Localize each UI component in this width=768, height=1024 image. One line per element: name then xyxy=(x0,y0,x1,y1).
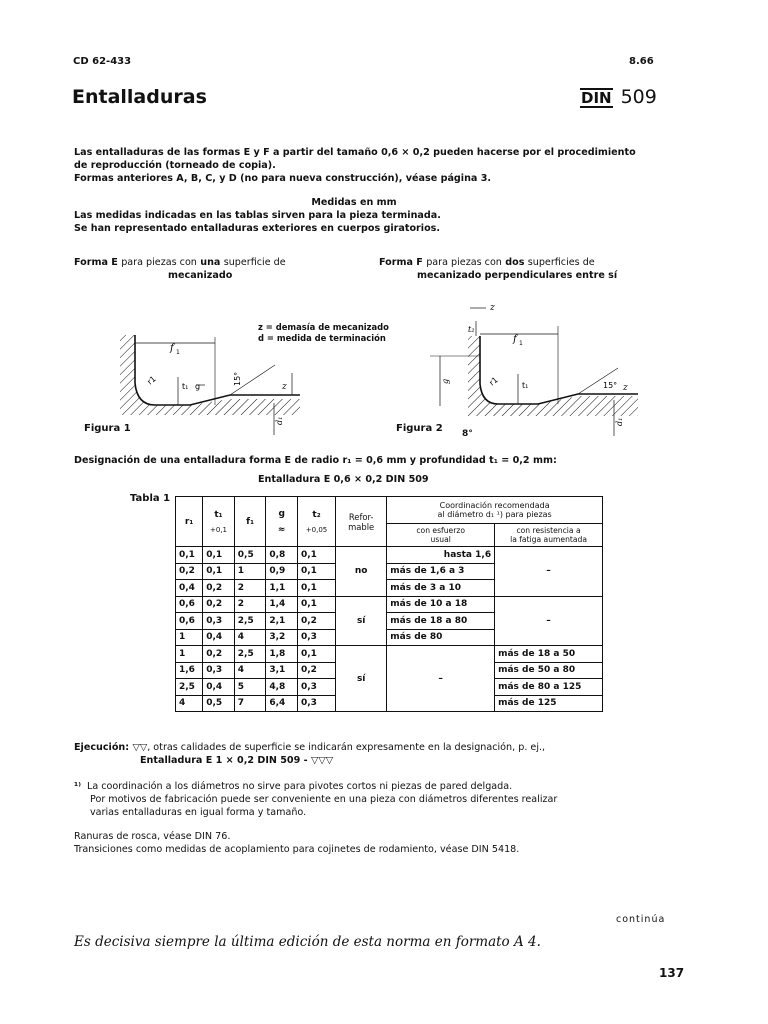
svg-text:t₁: t₁ xyxy=(182,382,189,391)
cell-g: 2,1 xyxy=(266,613,298,630)
page-number: 137 xyxy=(659,966,685,980)
cell-f1: 0,5 xyxy=(234,547,266,564)
cell-g: 0,9 xyxy=(266,563,298,580)
svg-text:1: 1 xyxy=(176,349,180,356)
cell-g: 0,8 xyxy=(266,547,298,564)
svg-text:z: z xyxy=(282,382,287,392)
form-f-label: Forma F xyxy=(379,257,423,268)
header-r1: r₁ xyxy=(176,497,203,547)
cell-stress: más de 3 a 10 xyxy=(387,580,495,597)
svg-text:r1: r1 xyxy=(487,375,500,388)
cell-t2: 0,2 xyxy=(297,662,335,679)
svg-text:z: z xyxy=(490,303,495,313)
cell-reformable: sí xyxy=(336,646,387,712)
cell-r1: 0,1 xyxy=(176,547,203,564)
form-f-line-2: mecanizado perpendiculares entre sí xyxy=(417,269,618,281)
header-t1-tol: +0,1 xyxy=(210,525,227,534)
cell-r1: 0,2 xyxy=(176,563,203,580)
cell-fatigue: más de 50 a 80 xyxy=(495,662,603,679)
standard-id xyxy=(580,86,657,108)
cell-stress: más de 10 a 18 xyxy=(387,596,495,613)
dimension-table xyxy=(175,496,603,712)
cell-t1: 0,3 xyxy=(203,613,235,630)
figure-1-drawing xyxy=(110,325,310,445)
header-t2-tol: +0,05 xyxy=(305,525,328,534)
cell-t1: 0,2 xyxy=(203,646,235,663)
form-f-text-2: superficies de xyxy=(527,257,595,268)
cell-f1: 2,5 xyxy=(234,646,266,663)
form-f-heading xyxy=(379,257,669,282)
header-g xyxy=(266,497,298,547)
legend-z: z = demasía de mecanizado xyxy=(258,322,389,332)
table-body xyxy=(176,547,603,712)
standard-prefix: DIN xyxy=(581,89,612,107)
intro-line-3: Formas anteriores A, B, C, y D (no para nueva construcción), véase página 3. xyxy=(74,173,492,184)
cell-fatigue: más de 18 a 50 xyxy=(495,646,603,663)
cell-f1: 2 xyxy=(234,596,266,613)
cell-r1: 0,6 xyxy=(176,596,203,613)
figure-2-caption: Figura 2 xyxy=(396,423,443,434)
cell-f1: 2,5 xyxy=(234,613,266,630)
header-t2 xyxy=(297,497,335,547)
cell-t2: 0,3 xyxy=(297,629,335,646)
cell-fatigue: más de 125 xyxy=(495,695,603,712)
cell-f1: 5 xyxy=(234,679,266,696)
reference-2: Transiciones como medidas de acoplamiento para cojinetes de rodamiento, véase DIN 5418. xyxy=(74,844,520,855)
header-fatigue: con resistencia a la fatiga aumentada xyxy=(495,524,603,547)
figure-2-drawing xyxy=(418,296,648,446)
measures-line-2: Se han representado entalladuras exteriores en cuerpos giratorios. xyxy=(74,223,441,234)
designation-text: Designación de una entalladura forma E de radio r₁ = 0,6 mm y profundidad t₁ = 0,2 mm: xyxy=(74,455,557,466)
svg-text:15°: 15° xyxy=(603,381,618,390)
form-e-line-2: mecanizado xyxy=(168,269,233,281)
cell-t2: 0,1 xyxy=(297,563,335,580)
cell-t2: 0,1 xyxy=(297,580,335,597)
cell-r1: 0,6 xyxy=(176,613,203,630)
cell-f1: 4 xyxy=(234,662,266,679)
execution-text: ▽▽, otras calidades de superficie se indicarán expresamente en la designación, p. ej., xyxy=(132,742,546,753)
svg-text:1: 1 xyxy=(519,340,523,347)
cell-t2: 0,3 xyxy=(297,695,335,712)
cell-stress: más de 1,6 a 3 xyxy=(387,563,495,580)
designation-example: Entalladura E 0,6 × 0,2 DIN 509 xyxy=(258,474,429,485)
svg-text:t₂: t₂ xyxy=(468,325,475,334)
cell-stress: más de 80 xyxy=(387,629,495,646)
cell-t1: 0,1 xyxy=(203,547,235,564)
intro-line-1: Las entalladuras de las formas E y F a partir del tamaño 0,6 × 0,2 pueden hacerse por el procedimiento xyxy=(74,147,636,158)
footnote-line-3: varias entalladuras en igual forma y tamaño. xyxy=(90,807,307,818)
cell-fatigue: más de 80 a 125 xyxy=(495,679,603,696)
svg-text:d₁: d₁ xyxy=(615,417,624,426)
header-t1 xyxy=(203,497,235,547)
cell-r1: 1 xyxy=(176,629,203,646)
cell-g: 3,1 xyxy=(266,662,298,679)
footnote-line-1: La coordinación a los diámetros no sirve para pivotes cortos ni piezas de pared delgada. xyxy=(86,781,513,792)
form-e-emph: una xyxy=(200,257,221,268)
header-f1: f₁ xyxy=(234,497,266,547)
cell-reformable: sí xyxy=(336,596,387,646)
cell-t1: 0,4 xyxy=(203,629,235,646)
form-f-emph: dos xyxy=(505,257,525,268)
figure-1-caption: Figura 1 xyxy=(84,423,131,434)
cell-reformable: no xyxy=(336,547,387,597)
page-title: Entalladuras xyxy=(72,86,207,108)
cell-g: 4,8 xyxy=(266,679,298,696)
svg-text:z: z xyxy=(623,383,628,393)
header-coordination: Coordinación recomendada al diámetro d₁ ¹) para piezas xyxy=(387,497,603,524)
cell-f1: 2 xyxy=(234,580,266,597)
continues-label: continúa xyxy=(616,914,666,925)
standard-number: 509 xyxy=(620,86,657,108)
form-e-label: Forma E xyxy=(74,257,118,268)
svg-text:t₁: t₁ xyxy=(522,381,529,390)
header-g-sym: ≈ xyxy=(277,524,286,535)
header-stress: con esfuerzo usual xyxy=(387,524,495,547)
cell-t2: 0,2 xyxy=(297,613,335,630)
decisive-edition-note: Es decisiva siempre la última edición de esta norma en formato A 4. xyxy=(74,934,541,950)
measures-heading: Medidas en mm xyxy=(311,197,397,208)
form-e-text-1: para piezas con xyxy=(121,257,197,268)
cell-stress: más de 18 a 80 xyxy=(387,613,495,630)
cell-t1: 0,4 xyxy=(203,679,235,696)
svg-text:f: f xyxy=(170,343,174,354)
table-caption: Tabla 1 xyxy=(130,493,171,504)
cell-fatigue-dash: – xyxy=(495,596,603,646)
svg-text:d₁: d₁ xyxy=(275,416,284,425)
table-row xyxy=(176,646,603,663)
measures-block xyxy=(74,196,694,235)
svg-text:f: f xyxy=(513,334,517,345)
footnote-mark: ¹⁾ xyxy=(74,781,81,792)
cell-t2: 0,3 xyxy=(297,679,335,696)
cell-r1: 4 xyxy=(176,695,203,712)
svg-text:15°: 15° xyxy=(233,371,242,386)
references xyxy=(74,830,694,856)
intro-line-2: de reproducción (torneado de copia). xyxy=(74,160,276,171)
cell-t2: 0,1 xyxy=(297,596,335,613)
cell-t1: 0,5 xyxy=(203,695,235,712)
cell-stress: hasta 1,6 xyxy=(387,547,495,564)
header-g-label: g xyxy=(278,508,285,519)
table-row xyxy=(176,547,603,564)
cell-r1: 2,5 xyxy=(176,679,203,696)
header-reformable: Refor- mable xyxy=(336,497,387,547)
measures-line-1: Las medidas indicadas en las tablas sirven para la pieza terminada. xyxy=(74,210,441,221)
table-row xyxy=(176,596,603,613)
cell-g: 1,8 xyxy=(266,646,298,663)
cell-t1: 0,2 xyxy=(203,596,235,613)
intro-paragraph xyxy=(74,146,694,185)
execution-label: Ejecución: xyxy=(74,742,130,753)
cell-f1: 1 xyxy=(234,563,266,580)
cell-g: 3,2 xyxy=(266,629,298,646)
reference-1: Ranuras de rosca, véase DIN 76. xyxy=(74,831,231,842)
form-e-heading xyxy=(74,257,344,282)
execution-example: Entalladura E 1 × 0,2 DIN 509 - ▽▽▽ xyxy=(140,755,334,766)
footnote xyxy=(74,780,694,819)
header-t1-label: t₁ xyxy=(214,509,223,520)
cell-t1: 0,2 xyxy=(203,580,235,597)
cell-t2: 0,1 xyxy=(297,547,335,564)
svg-text:r1: r1 xyxy=(145,374,158,387)
header-t2-label: t₂ xyxy=(312,509,321,520)
cell-g: 1,1 xyxy=(266,580,298,597)
svg-text:g: g xyxy=(441,378,450,384)
cell-r1: 1,6 xyxy=(176,662,203,679)
cell-g: 6,4 xyxy=(266,695,298,712)
svg-text:g: g xyxy=(195,382,201,391)
cell-r1: 1 xyxy=(176,646,203,663)
execution-note xyxy=(74,741,694,767)
footnote-line-2: Por motivos de fabricación puede ser conveniente en una pieza con diámetros diferentes realizar xyxy=(90,794,558,805)
form-e-text-2: superficie de xyxy=(223,257,286,268)
document-date: 8.66 xyxy=(629,56,654,67)
legend-d: d = medida de terminación xyxy=(258,333,386,343)
cell-fatigue-dash: – xyxy=(495,547,603,597)
cell-stress-dash: – xyxy=(387,646,495,712)
form-f-text-1: para piezas con xyxy=(426,257,502,268)
cell-t2: 0,1 xyxy=(297,646,335,663)
cell-f1: 4 xyxy=(234,629,266,646)
cell-t1: 0,3 xyxy=(203,662,235,679)
cell-t1: 0,1 xyxy=(203,563,235,580)
document-code: CD 62-433 xyxy=(73,56,132,67)
cell-f1: 7 xyxy=(234,695,266,712)
figure-2-angle: 8° xyxy=(462,429,473,439)
cell-r1: 0,4 xyxy=(176,580,203,597)
cell-g: 1,4 xyxy=(266,596,298,613)
